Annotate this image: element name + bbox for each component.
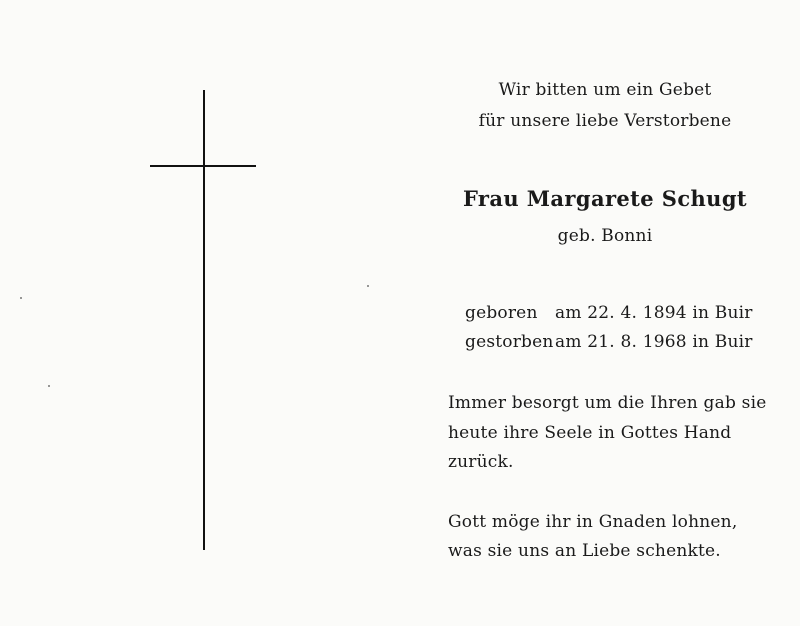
cross-vertical-bar <box>203 90 205 550</box>
text-para2-line1: Gott möge ihr in Gnaden lohnen, <box>448 512 738 532</box>
birth-label: geboren <box>465 303 538 323</box>
intro-line-2: für unsere liebe Verstorbene <box>478 111 732 131</box>
deceased-name: Frau Margarete Schugt <box>462 186 748 211</box>
intro-line-1: Wir bitten um ein Gebet <box>498 80 712 100</box>
text-para2-line2: was sie uns an Liebe schenkte. <box>448 541 721 561</box>
paper-speck <box>20 297 22 299</box>
paper-speck <box>367 285 369 287</box>
text-para1-line2: heute ihre Seele in Gottes Hand <box>448 423 732 443</box>
paper-speck <box>48 385 50 387</box>
birth-line <box>465 305 753 322</box>
death-value: am 21. 8. 1968 in Buir <box>555 332 753 352</box>
text-para1-line3: zurück. <box>448 452 514 472</box>
text-para1-line1: Immer besorgt um die Ihren gab sie <box>448 393 767 413</box>
cross-horizontal-bar <box>150 165 256 167</box>
birth-value: am 22. 4. 1894 in Buir <box>555 303 753 323</box>
death-line <box>465 334 753 351</box>
death-label: gestorben <box>465 332 554 352</box>
maiden-name: geb. Bonni <box>557 226 653 246</box>
